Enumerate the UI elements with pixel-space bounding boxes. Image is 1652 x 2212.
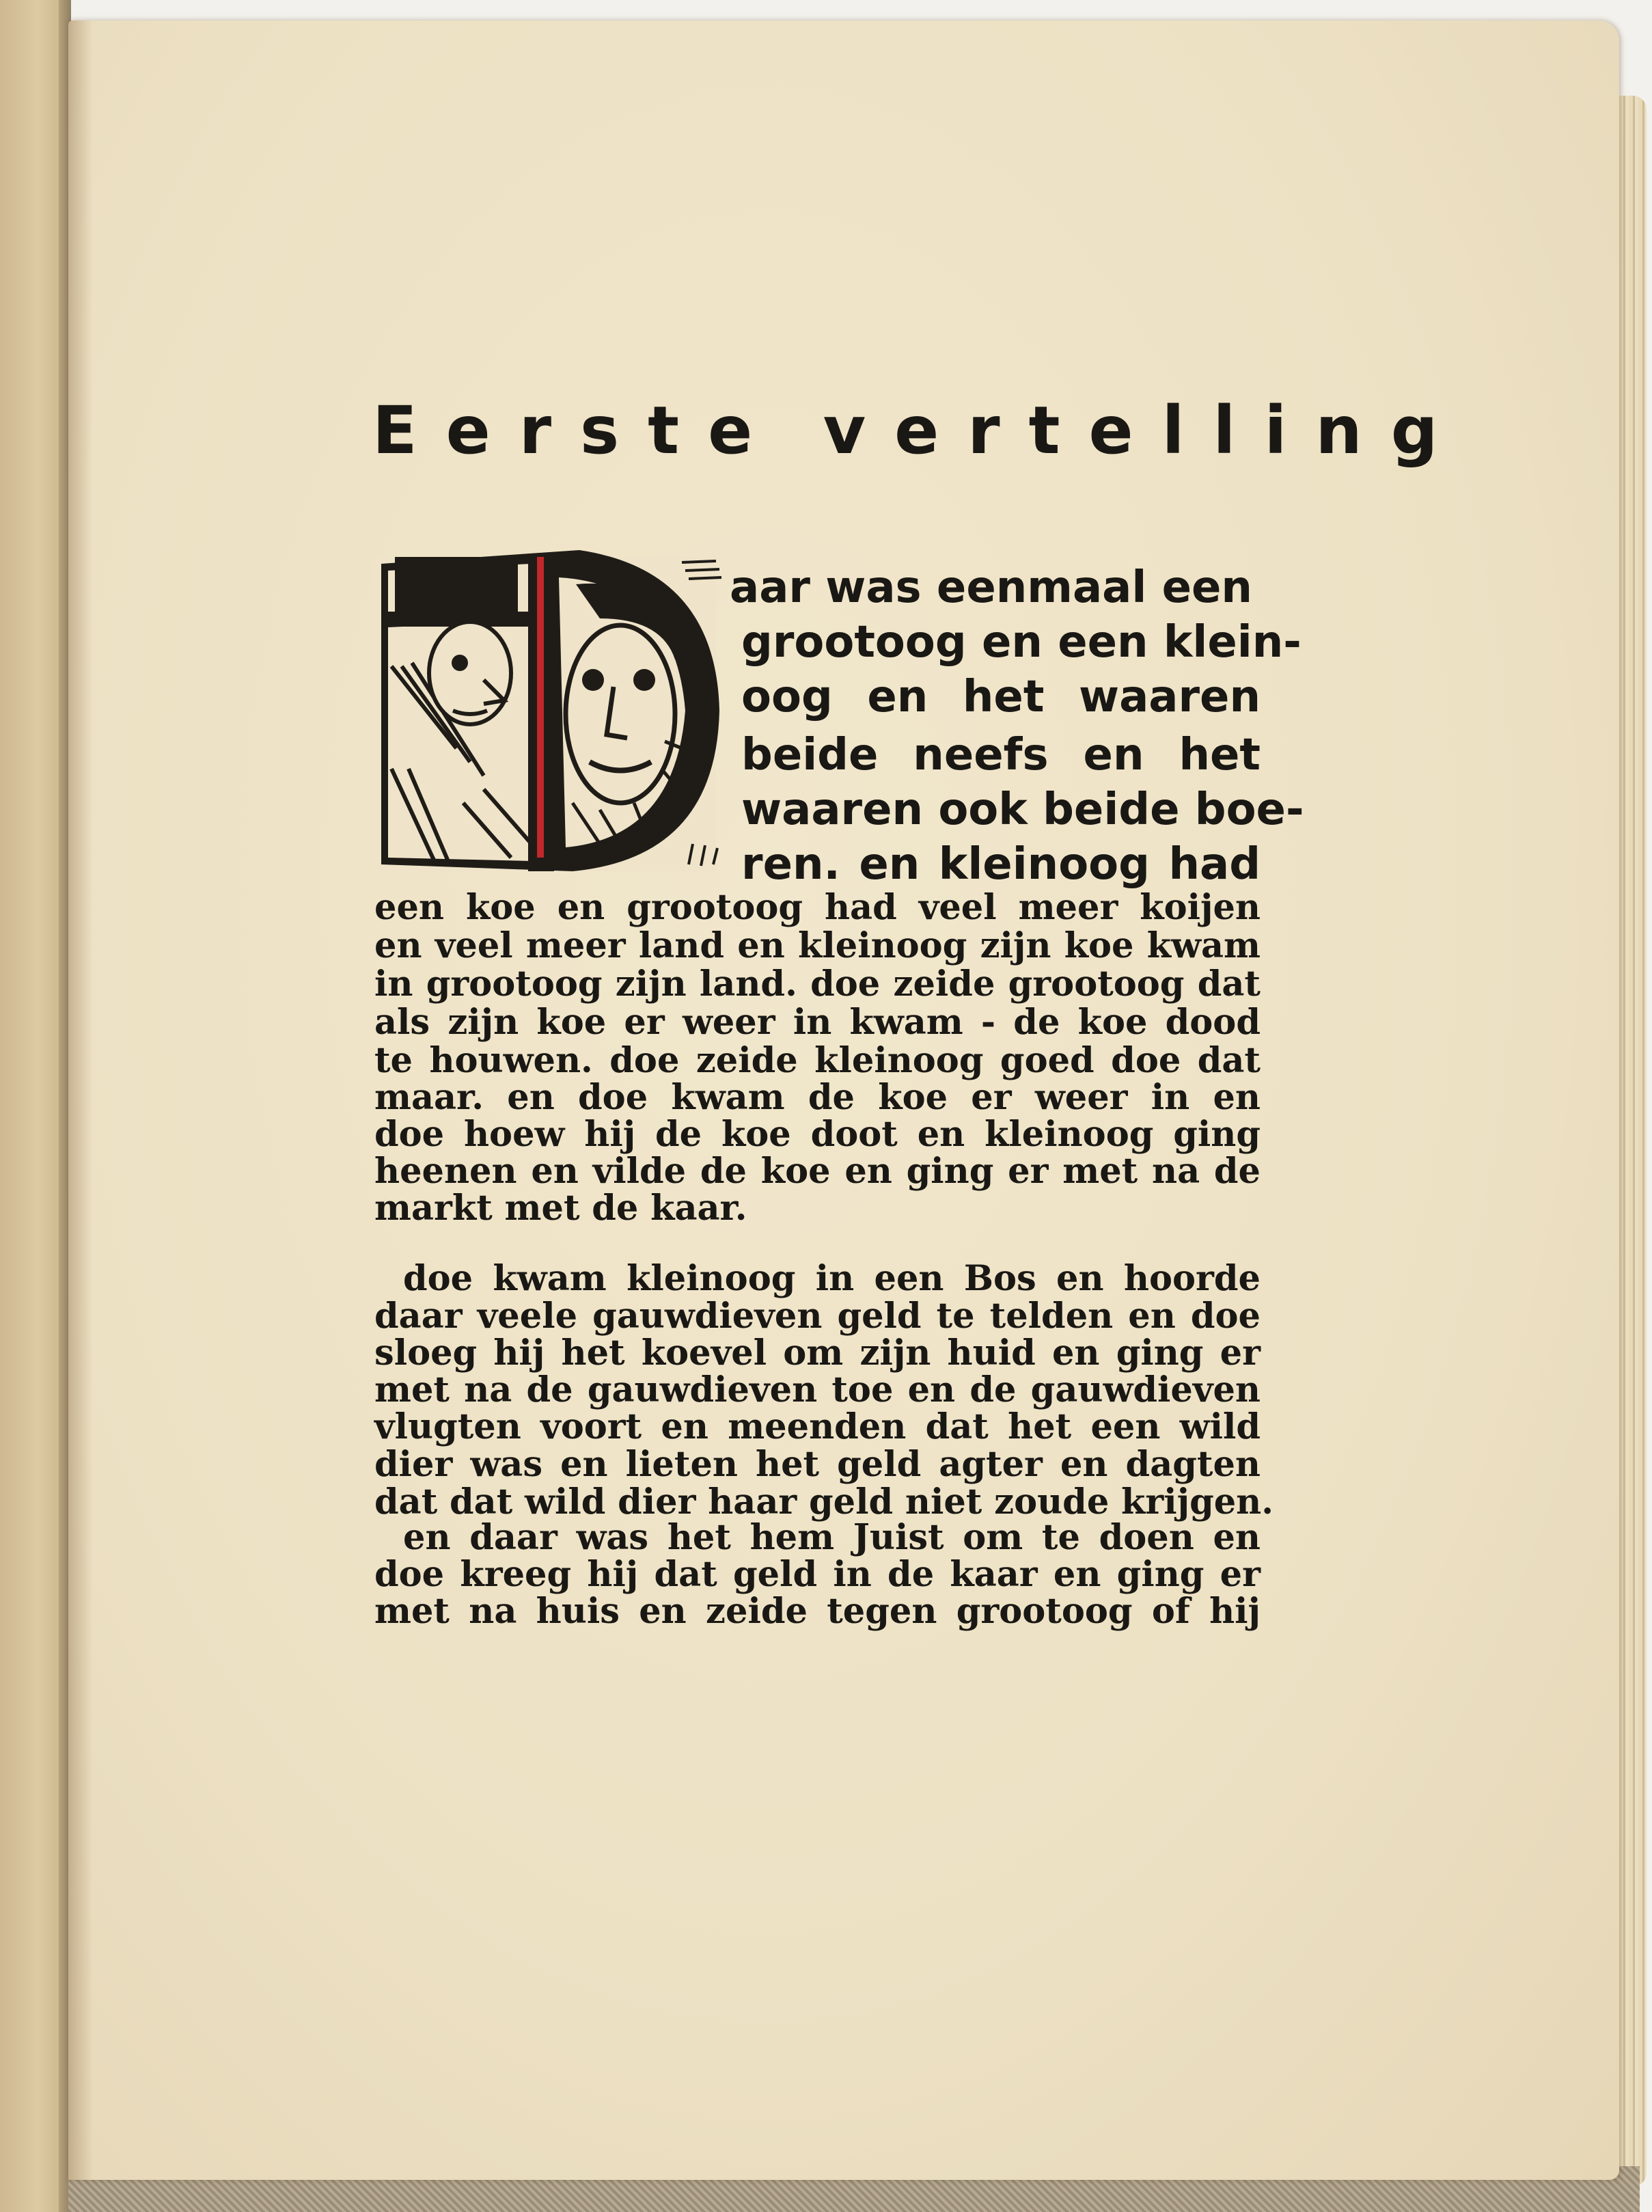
body-line: met na de gauwdieven toe en de gauwdieven — [374, 1369, 1261, 1410]
opening-line: waaren ook beide boe- — [741, 784, 1304, 835]
body-line: en veel meer land en kleinoog zijn koe kwam — [374, 925, 1261, 966]
body-line: daar veele gauwdieven geld te telden en doe — [374, 1296, 1261, 1337]
book-binding — [0, 0, 68, 2212]
opening-line: grootoog en een klein- — [741, 617, 1302, 668]
body-line: doe kreeg hij dat geld in de kaar en ging er — [374, 1554, 1261, 1595]
body-line: maar. en doe kwam de koe er weer in en — [374, 1077, 1261, 1118]
title-word: E e r s t e — [372, 392, 753, 469]
body-line: in grootoog zijn land. doe zeide grootoog dat — [374, 964, 1261, 1005]
chapter-title — [372, 392, 1438, 469]
body-line: en daar was het hem Juist om te doen en — [403, 1517, 1261, 1558]
gutter-shadow — [68, 21, 93, 2180]
body-line: heenen en vilde de koe en ging er met na de — [374, 1151, 1261, 1192]
body-line: dier was en lieten het geld agter en dagten — [374, 1444, 1261, 1485]
woodcut-initial-d-icon — [374, 543, 730, 875]
opening-line: oog en het waaren — [741, 672, 1261, 722]
opening-line: beide neefs en het — [741, 730, 1261, 780]
body-line: als zijn koe er weer in kwam - de koe dood — [374, 1002, 1261, 1043]
body-line: te houwen. doe zeide kleinoog goed doe dat — [374, 1040, 1261, 1081]
body-line: dat dat wild dier haar geld niet zoude krijgen. — [374, 1482, 1274, 1523]
opening-line: ren. en kleinoog had — [741, 839, 1261, 890]
body-line: vlugten voort en meenden dat het een wild — [374, 1406, 1261, 1447]
body-line: een koe en grootoog had veel meer koijen — [374, 887, 1261, 928]
body-line: sloeg hij het koevel om zijn huid en ging er — [374, 1333, 1261, 1374]
body-line: doe hoew hij de koe doot en kleinoog ging — [374, 1114, 1261, 1155]
opening-line: aar was eenmaal een — [730, 562, 1252, 613]
body-line: markt met de kaar. — [374, 1188, 747, 1229]
title-word: v e r t e l l i n g — [823, 392, 1438, 469]
body-line: met na huis en zeide tegen grootoog of hij — [374, 1591, 1261, 1632]
body-line: doe kwam kleinoog in een Bos en hoorde — [403, 1258, 1261, 1299]
